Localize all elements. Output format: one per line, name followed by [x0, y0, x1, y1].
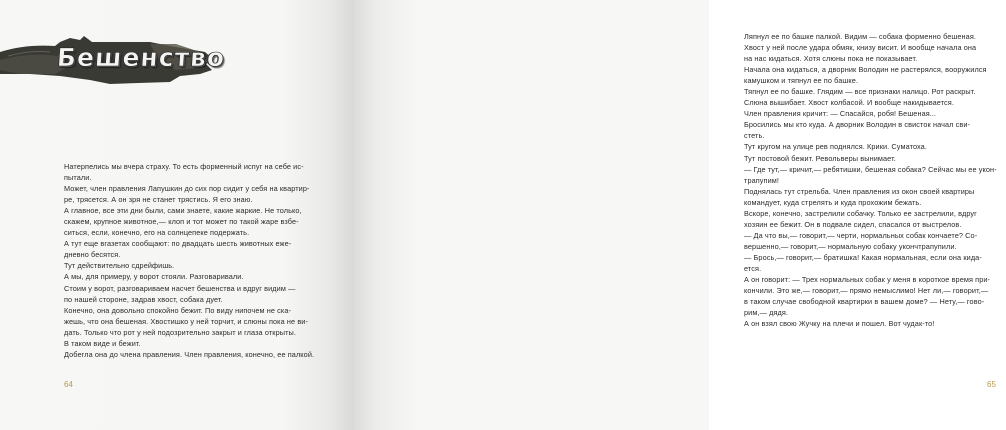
text-line: дать. Только что рот у ней подозрительно закрыт и глаза открыты.: [64, 327, 296, 337]
text-line: ситься, если, конечно, его на солнцепеке подержать.: [64, 228, 250, 238]
text-line: жешь, что она бешеная. Хвостишко у ней торчит, и слюны пока не ви-: [64, 316, 309, 326]
text-line: Начала она кидаться, а дворник Володин не растерялся, вооружился: [744, 65, 987, 75]
text-line: камушком и тяпнул ее по башке.: [744, 76, 859, 86]
text-line: А он взял свою Жучку на плечи и пошел. Вот чудак-то!: [744, 319, 935, 329]
text-line: Поднялась тут стрельба. Член правления из окон своей квартиры: [744, 186, 975, 196]
text-line: — Да что вы,— говорит,— черти, нормальных собак кончаете? Со-: [744, 230, 978, 240]
text-line: пытали.: [64, 173, 92, 183]
text-line: командует, куда стрелять и куда прохожим бежать.: [744, 197, 922, 207]
text-line: скажем, крупное животное,— клоп и тот может по такой жаре взбе-: [64, 217, 299, 227]
text-line: ре, трясется. А он зря не станет трястись. Я его знаю.: [64, 195, 253, 205]
left-page-text: [64, 161, 326, 360]
text-line: В таком виде и бежит.: [64, 338, 141, 348]
text-line: А он говорит: — Трех нормальных собак у меня в короткое время при-: [744, 275, 991, 285]
text-line: хозяин ее бежит. Он в подвале сидел, спасался от выстрелов.: [744, 219, 962, 229]
chapter-title: Бешенство: [55, 43, 227, 72]
text-line: А мы, для примеру, у ворот стояли. Разговаривали.: [64, 272, 244, 282]
text-line: Тут постовой бежит. Револьверы вынимает.: [744, 153, 896, 163]
text-line: по нашей стороне, задрав хвост, собака дует.: [64, 294, 223, 304]
text-line: Хвост у ней после удара обмяк, книзу висит. И вообще начала она: [744, 43, 977, 53]
text-line: стеть.: [744, 131, 765, 141]
text-line: Ляпнул ее по башке палкой. Видим — собака форменно бешеная.: [744, 32, 977, 41]
text-line: Вскоре, конечно, застрелили собачку. Только ее застрелили, вдруг: [744, 208, 977, 218]
text-line: — Где тут,— кричит,— ребятишки, бешеная собака? Сейчас мы ее укон-: [744, 164, 997, 174]
text-line: — Брось,— говорит,— братишка! Какая нормальная, если она кида-: [744, 252, 982, 262]
text-line: ется.: [744, 263, 762, 273]
text-line: рим,— дядя.: [744, 308, 789, 318]
text-line: дневно бесятся.: [64, 250, 121, 260]
text-line: А главное, все эти дни были, сами знаете, какие жаркие. Не только,: [64, 206, 302, 216]
text-line: Может, член правления Лапушкин до сих пор сидит у себя на квартир-: [64, 184, 310, 194]
text-line: Член правления кричит: — Спасайся, робя! Бешеная...: [744, 109, 937, 119]
text-line: Натерпелись мы вчера страху. То есть форменный испуг на себе ис-: [64, 162, 304, 171]
text-line: Стоим у ворот, разговариваем насчет бешенства и вдруг видим —: [64, 283, 296, 293]
text-line: трапупим!: [744, 175, 780, 185]
page-number-left: 64: [64, 380, 73, 389]
text-line: А тут еще вгазетах сообщают: по двадцать шесть животных еже-: [64, 239, 292, 249]
text-line: кончили. Это же,— говорит,— прямо немыслимо! Нет ли,— говорит,—: [744, 286, 989, 296]
text-line: вершенно,— говорит,— нормальную собаку укончтрапупили.: [744, 241, 957, 251]
right-page: [354, 0, 997, 430]
text-line: Бросились мы кто куда. А дворник Володин в свисток начал сви-: [744, 120, 971, 130]
text-line: Слюна вышибает. Хвост колбасой. И вообще накидывается.: [744, 98, 954, 108]
text-line: Тяпнул ее по башке. Глядим — все признаки налицо. Рот раскрыт.: [744, 87, 976, 97]
page-number-right: 65: [987, 380, 996, 389]
text-line: на нас кидаться. Хотя слюны пока не показывает.: [744, 54, 918, 64]
right-page-text: [744, 31, 1006, 329]
text-line: Добегла она до члена правления. Член правления, конечно, ее палкой.: [64, 349, 315, 359]
left-page: [0, 0, 354, 430]
text-line: Тут действительно сдрейфишь.: [64, 261, 175, 271]
text-line: Тут кругом на улице рев поднялся. Крики. Суматоха.: [744, 142, 927, 152]
text-line: в таком случае свободной квартирки в вашем доме? — Нету,— гово-: [744, 297, 985, 307]
text-line: Конечно, она довольно спокойно бежит. По виду нипочем не ска-: [64, 305, 292, 315]
